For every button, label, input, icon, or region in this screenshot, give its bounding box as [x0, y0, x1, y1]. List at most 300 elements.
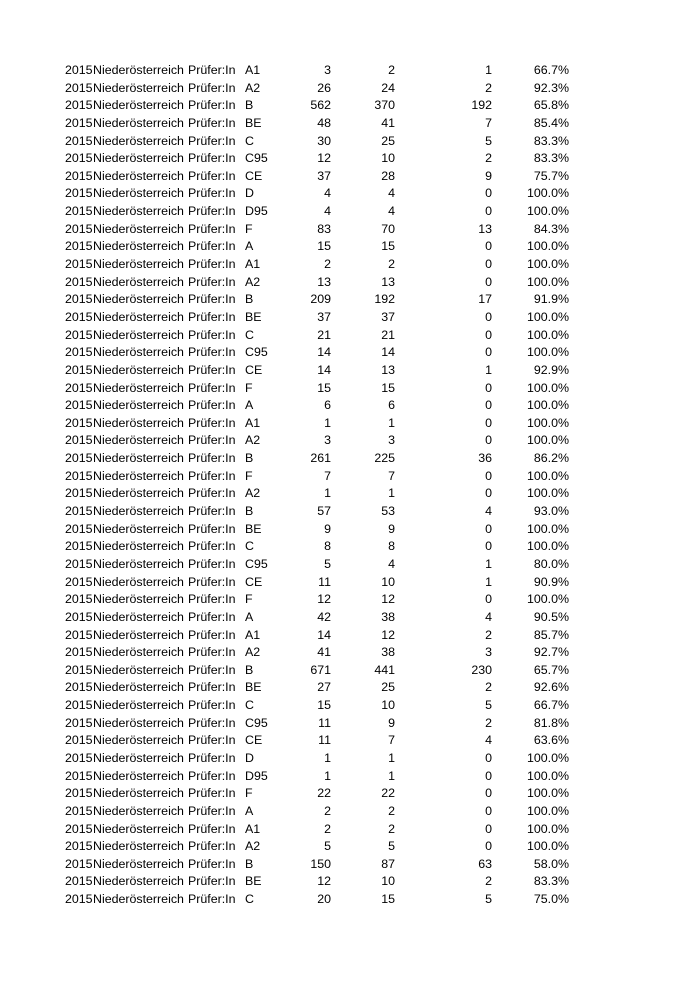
failed-count-cell: 0	[485, 257, 492, 272]
passed-count-cell: 15	[381, 892, 395, 907]
table-row	[0, 556, 700, 574]
pass-rate-cell: 83.3%	[533, 151, 569, 166]
passed-count-cell: 37	[381, 309, 395, 324]
table-row	[0, 785, 700, 803]
failed-count-cell: 5	[485, 892, 492, 907]
passed-count-cell: 87	[381, 856, 395, 871]
year-cell: 2015	[65, 539, 93, 554]
examiner-cell: Prüfer:In	[188, 627, 236, 642]
region-cell: Niederösterreich	[93, 133, 184, 148]
year-cell: 2015	[65, 204, 93, 219]
region-cell: Niederösterreich	[93, 609, 184, 624]
table-row	[0, 115, 700, 133]
passed-count-cell: 3	[388, 433, 395, 448]
passed-count-cell: 4	[388, 204, 395, 219]
examiner-cell: Prüfer:In	[188, 98, 236, 113]
region-cell: Niederösterreich	[93, 821, 184, 836]
region-cell: Niederösterreich	[93, 680, 184, 695]
failed-count-cell: 1	[485, 362, 492, 377]
examiner-cell: Prüfer:In	[188, 733, 236, 748]
region-cell: Niederösterreich	[93, 168, 184, 183]
region-cell: Niederösterreich	[93, 574, 184, 589]
examiner-cell: Prüfer:In	[188, 133, 236, 148]
year-cell: 2015	[65, 768, 93, 783]
year-cell: 2015	[65, 221, 93, 236]
year-cell: 2015	[65, 680, 93, 695]
examiner-cell: Prüfer:In	[188, 856, 236, 871]
total-count-cell: 4	[324, 186, 331, 201]
pass-rate-cell: 100.0%	[526, 486, 569, 501]
pass-rate-cell: 100.0%	[526, 380, 569, 395]
passed-count-cell: 4	[388, 186, 395, 201]
failed-count-cell: 63	[478, 856, 492, 871]
pass-rate-cell: 75.0%	[533, 892, 569, 907]
year-cell: 2015	[65, 521, 93, 536]
pass-rate-cell: 66.7%	[533, 63, 569, 77]
failed-count-cell: 0	[485, 768, 492, 783]
total-count-cell: 5	[324, 556, 331, 571]
table-row	[0, 679, 700, 697]
pass-rate-cell: 100.0%	[526, 204, 569, 219]
total-count-cell: 26	[317, 80, 331, 95]
pass-rate-cell: 85.7%	[533, 627, 569, 642]
total-count-cell: 48	[317, 115, 331, 130]
failed-count-cell: 4	[485, 504, 492, 519]
table-row	[0, 97, 700, 115]
examiner-cell: Prüfer:In	[188, 609, 236, 624]
failed-count-cell: 0	[485, 186, 492, 201]
total-count-cell: 562	[310, 98, 331, 113]
pass-rate-cell: 100.0%	[526, 839, 569, 854]
table-row	[0, 415, 700, 433]
pass-rate-cell: 65.8%	[533, 98, 569, 113]
pass-rate-cell: 100.0%	[526, 239, 569, 254]
table-row	[0, 574, 700, 592]
region-cell: Niederösterreich	[93, 645, 184, 660]
table-row	[0, 856, 700, 874]
total-count-cell: 20	[317, 892, 331, 907]
total-count-cell: 1	[324, 415, 331, 430]
passed-count-cell: 225	[374, 451, 395, 466]
passed-count-cell: 38	[381, 609, 395, 624]
passed-count-cell: 25	[381, 133, 395, 148]
passed-count-cell: 6	[388, 398, 395, 413]
pass-rate-cell: 100.0%	[526, 521, 569, 536]
license-class-cell: BE	[245, 309, 262, 324]
license-class-cell: A2	[245, 274, 261, 289]
license-class-cell: A	[245, 609, 254, 624]
total-count-cell: 209	[310, 292, 331, 307]
region-cell: Niederösterreich	[93, 80, 184, 95]
pass-rate-cell: 100.0%	[526, 803, 569, 818]
spreadsheet-table	[0, 62, 700, 909]
examiner-cell: Prüfer:In	[188, 380, 236, 395]
passed-count-cell: 10	[381, 574, 395, 589]
failed-count-cell: 0	[485, 786, 492, 801]
failed-count-cell: 0	[485, 468, 492, 483]
year-cell: 2015	[65, 63, 93, 77]
total-count-cell: 9	[324, 521, 331, 536]
passed-count-cell: 15	[381, 239, 395, 254]
passed-count-cell: 38	[381, 645, 395, 660]
failed-count-cell: 0	[485, 327, 492, 342]
passed-count-cell: 28	[381, 168, 395, 183]
failed-count-cell: 1	[485, 556, 492, 571]
total-count-cell: 3	[324, 433, 331, 448]
total-count-cell: 37	[317, 168, 331, 183]
license-class-cell: B	[245, 98, 254, 113]
pass-rate-cell: 100.0%	[526, 345, 569, 360]
failed-count-cell: 0	[485, 380, 492, 395]
passed-count-cell: 2	[388, 821, 395, 836]
total-count-cell: 13	[317, 274, 331, 289]
passed-count-cell: 1	[388, 415, 395, 430]
passed-count-cell: 15	[381, 380, 395, 395]
license-class-cell: D95	[245, 204, 268, 219]
total-count-cell: 261	[310, 451, 331, 466]
examiner-cell: Prüfer:In	[188, 715, 236, 730]
pass-rate-cell: 92.9%	[533, 362, 569, 377]
passed-count-cell: 4	[388, 556, 395, 571]
examiner-cell: Prüfer:In	[188, 80, 236, 95]
region-cell: Niederösterreich	[93, 362, 184, 377]
year-cell: 2015	[65, 750, 93, 765]
pass-rate-cell: 92.6%	[533, 680, 569, 695]
year-cell: 2015	[65, 556, 93, 571]
region-cell: Niederösterreich	[93, 715, 184, 730]
examiner-cell: Prüfer:In	[188, 821, 236, 836]
passed-count-cell: 13	[381, 274, 395, 289]
region-cell: Niederösterreich	[93, 415, 184, 430]
examiner-cell: Prüfer:In	[188, 892, 236, 907]
year-cell: 2015	[65, 292, 93, 307]
table-row	[0, 238, 700, 256]
license-class-cell: D	[245, 750, 254, 765]
total-count-cell: 15	[317, 380, 331, 395]
region-cell: Niederösterreich	[93, 239, 184, 254]
license-class-cell: A	[245, 398, 254, 413]
failed-count-cell: 0	[485, 521, 492, 536]
total-count-cell: 27	[317, 680, 331, 695]
pass-rate-cell: 100.0%	[526, 539, 569, 554]
pass-rate-cell: 90.5%	[533, 609, 569, 624]
pass-rate-cell: 92.3%	[533, 80, 569, 95]
year-cell: 2015	[65, 574, 93, 589]
license-class-cell: C	[245, 133, 254, 148]
table-row	[0, 256, 700, 274]
license-class-cell: CE	[245, 168, 263, 183]
pass-rate-cell: 63.6%	[533, 733, 569, 748]
license-class-cell: F	[245, 468, 253, 483]
license-class-cell: BE	[245, 521, 262, 536]
examiner-cell: Prüfer:In	[188, 398, 236, 413]
license-class-cell: F	[245, 380, 253, 395]
table-row	[0, 521, 700, 539]
pass-rate-cell: 100.0%	[526, 274, 569, 289]
license-class-cell: A1	[245, 821, 261, 836]
license-class-cell: B	[245, 662, 254, 677]
failed-count-cell: 0	[485, 398, 492, 413]
year-cell: 2015	[65, 839, 93, 854]
year-cell: 2015	[65, 186, 93, 201]
failed-count-cell: 0	[485, 486, 492, 501]
table-row	[0, 327, 700, 345]
license-class-cell: A	[245, 803, 254, 818]
examiner-cell: Prüfer:In	[188, 698, 236, 713]
table-row	[0, 133, 700, 151]
region-cell: Niederösterreich	[93, 627, 184, 642]
region-cell: Niederösterreich	[93, 221, 184, 236]
region-cell: Niederösterreich	[93, 556, 184, 571]
region-cell: Niederösterreich	[93, 486, 184, 501]
license-class-cell: D95	[245, 768, 268, 783]
region-cell: Niederösterreich	[93, 151, 184, 166]
passed-count-cell: 14	[381, 345, 395, 360]
total-count-cell: 42	[317, 609, 331, 624]
license-class-cell: A2	[245, 645, 261, 660]
year-cell: 2015	[65, 698, 93, 713]
passed-count-cell: 370	[374, 98, 395, 113]
region-cell: Niederösterreich	[93, 539, 184, 554]
total-count-cell: 11	[318, 733, 331, 748]
pass-rate-cell: 100.0%	[526, 468, 569, 483]
license-class-cell: A1	[245, 63, 261, 77]
failed-count-cell: 0	[485, 592, 492, 607]
pass-rate-cell: 58.0%	[533, 856, 569, 871]
total-count-cell: 8	[324, 539, 331, 554]
license-class-cell: D	[245, 186, 254, 201]
passed-count-cell: 2	[388, 257, 395, 272]
table-row	[0, 662, 700, 680]
table-row	[0, 274, 700, 292]
pass-rate-cell: 85.4%	[533, 115, 569, 130]
pass-rate-cell: 83.3%	[533, 133, 569, 148]
license-class-cell: C	[245, 539, 254, 554]
table-row	[0, 397, 700, 415]
total-count-cell: 30	[317, 133, 331, 148]
license-class-cell: BE	[245, 115, 262, 130]
examiner-cell: Prüfer:In	[188, 415, 236, 430]
pass-rate-cell: 100.0%	[526, 750, 569, 765]
table-row	[0, 627, 700, 645]
year-cell: 2015	[65, 786, 93, 801]
passed-count-cell: 192	[374, 292, 395, 307]
failed-count-cell: 2	[485, 627, 492, 642]
pass-rate-cell: 92.7%	[533, 645, 569, 660]
passed-count-cell: 12	[381, 592, 395, 607]
total-count-cell: 83	[317, 221, 331, 236]
pass-rate-cell: 100.0%	[526, 186, 569, 201]
passed-count-cell: 7	[388, 733, 395, 748]
total-count-cell: 5	[324, 839, 331, 854]
region-cell: Niederösterreich	[93, 468, 184, 483]
region-cell: Niederösterreich	[93, 345, 184, 360]
table-row	[0, 185, 700, 203]
pass-rate-cell: 65.7%	[533, 662, 569, 677]
pass-rate-cell: 91.9%	[533, 292, 569, 307]
region-cell: Niederösterreich	[93, 327, 184, 342]
failed-count-cell: 2	[485, 715, 492, 730]
examiner-cell: Prüfer:In	[188, 63, 236, 77]
license-class-cell: B	[245, 504, 254, 519]
total-count-cell: 1	[324, 486, 331, 501]
passed-count-cell: 70	[381, 221, 395, 236]
year-cell: 2015	[65, 80, 93, 95]
year-cell: 2015	[65, 821, 93, 836]
license-class-cell: F	[245, 221, 253, 236]
table-row	[0, 380, 700, 398]
failed-count-cell: 230	[471, 662, 492, 677]
table-row	[0, 873, 700, 891]
license-class-cell: BE	[245, 874, 262, 889]
failed-count-cell: 0	[485, 433, 492, 448]
pass-rate-cell: 81.8%	[533, 715, 569, 730]
total-count-cell: 15	[317, 698, 331, 713]
region-cell: Niederösterreich	[93, 521, 184, 536]
license-class-cell: A2	[245, 433, 261, 448]
examiner-cell: Prüfer:In	[188, 645, 236, 660]
pass-rate-cell: 100.0%	[526, 592, 569, 607]
failed-count-cell: 1	[485, 63, 492, 77]
table-row	[0, 768, 700, 786]
failed-count-cell: 0	[485, 750, 492, 765]
license-class-cell: A1	[245, 415, 261, 430]
year-cell: 2015	[65, 733, 93, 748]
year-cell: 2015	[65, 327, 93, 342]
failed-count-cell: 1	[485, 574, 492, 589]
total-count-cell: 2	[324, 257, 331, 272]
license-class-cell: C95	[245, 556, 268, 571]
total-count-cell: 11	[318, 574, 331, 589]
region-cell: Niederösterreich	[93, 504, 184, 519]
pass-rate-cell: 83.3%	[533, 874, 569, 889]
region-cell: Niederösterreich	[93, 292, 184, 307]
license-class-cell: A	[245, 239, 254, 254]
failed-count-cell: 17	[478, 292, 492, 307]
total-count-cell: 671	[310, 662, 331, 677]
year-cell: 2015	[65, 486, 93, 501]
examiner-cell: Prüfer:In	[188, 186, 236, 201]
license-class-cell: A2	[245, 486, 261, 501]
region-cell: Niederösterreich	[93, 63, 184, 77]
failed-count-cell: 2	[485, 874, 492, 889]
passed-count-cell: 9	[388, 521, 395, 536]
examiner-cell: Prüfer:In	[188, 874, 236, 889]
passed-count-cell: 8	[388, 539, 395, 554]
table-row	[0, 203, 700, 221]
region-cell: Niederösterreich	[93, 874, 184, 889]
year-cell: 2015	[65, 345, 93, 360]
region-cell: Niederösterreich	[93, 451, 184, 466]
year-cell: 2015	[65, 115, 93, 130]
year-cell: 2015	[65, 239, 93, 254]
year-cell: 2015	[65, 874, 93, 889]
year-cell: 2015	[65, 98, 93, 113]
table-row	[0, 803, 700, 821]
license-class-cell: CE	[245, 733, 263, 748]
examiner-cell: Prüfer:In	[188, 556, 236, 571]
examiner-cell: Prüfer:In	[188, 504, 236, 519]
total-count-cell: 15	[317, 239, 331, 254]
region-cell: Niederösterreich	[93, 662, 184, 677]
passed-count-cell: 13	[381, 362, 395, 377]
pass-rate-cell: 86.2%	[533, 451, 569, 466]
region-cell: Niederösterreich	[93, 803, 184, 818]
passed-count-cell: 9	[388, 715, 395, 730]
region-cell: Niederösterreich	[93, 698, 184, 713]
passed-count-cell: 10	[381, 874, 395, 889]
examiner-cell: Prüfer:In	[188, 345, 236, 360]
passed-count-cell: 2	[388, 63, 395, 77]
license-class-cell: C	[245, 698, 254, 713]
license-class-cell: B	[245, 292, 254, 307]
table-row	[0, 291, 700, 309]
passed-count-cell: 441	[374, 662, 395, 677]
pass-rate-cell: 84.3%	[533, 221, 569, 236]
table-row	[0, 503, 700, 521]
total-count-cell: 7	[324, 468, 331, 483]
examiner-cell: Prüfer:In	[188, 592, 236, 607]
passed-count-cell: 5	[388, 839, 395, 854]
region-cell: Niederösterreich	[93, 768, 184, 783]
table-row	[0, 732, 700, 750]
examiner-cell: Prüfer:In	[188, 309, 236, 324]
table-row	[0, 168, 700, 186]
passed-count-cell: 2	[388, 803, 395, 818]
region-cell: Niederösterreich	[93, 856, 184, 871]
year-cell: 2015	[65, 627, 93, 642]
license-class-cell: F	[245, 786, 253, 801]
failed-count-cell: 5	[485, 133, 492, 148]
table-row	[0, 697, 700, 715]
failed-count-cell: 0	[485, 345, 492, 360]
table-row	[0, 821, 700, 839]
failed-count-cell: 3	[485, 645, 492, 660]
passed-count-cell: 7	[388, 468, 395, 483]
examiner-cell: Prüfer:In	[188, 574, 236, 589]
total-count-cell: 14	[317, 362, 331, 377]
examiner-cell: Prüfer:In	[188, 239, 236, 254]
failed-count-cell: 4	[485, 733, 492, 748]
license-class-cell: A2	[245, 80, 261, 95]
examiner-cell: Prüfer:In	[188, 292, 236, 307]
total-count-cell: 21	[317, 327, 331, 342]
passed-count-cell: 10	[381, 698, 395, 713]
examiner-cell: Prüfer:In	[188, 362, 236, 377]
total-count-cell: 2	[324, 821, 331, 836]
examiner-cell: Prüfer:In	[188, 327, 236, 342]
passed-count-cell: 10	[381, 151, 395, 166]
passed-count-cell: 53	[381, 504, 395, 519]
license-class-cell: C95	[245, 151, 268, 166]
pass-rate-cell: 100.0%	[526, 786, 569, 801]
passed-count-cell: 1	[388, 486, 395, 501]
region-cell: Niederösterreich	[93, 892, 184, 907]
failed-count-cell: 5	[485, 698, 492, 713]
examiner-cell: Prüfer:In	[188, 168, 236, 183]
pass-rate-cell: 93.0%	[533, 504, 569, 519]
total-count-cell: 2	[324, 803, 331, 818]
year-cell: 2015	[65, 168, 93, 183]
license-class-cell: F	[245, 592, 253, 607]
year-cell: 2015	[65, 398, 93, 413]
total-count-cell: 6	[324, 398, 331, 413]
failed-count-cell: 36	[478, 451, 492, 466]
year-cell: 2015	[65, 433, 93, 448]
region-cell: Niederösterreich	[93, 115, 184, 130]
failed-count-cell: 0	[485, 415, 492, 430]
total-count-cell: 3	[324, 63, 331, 77]
